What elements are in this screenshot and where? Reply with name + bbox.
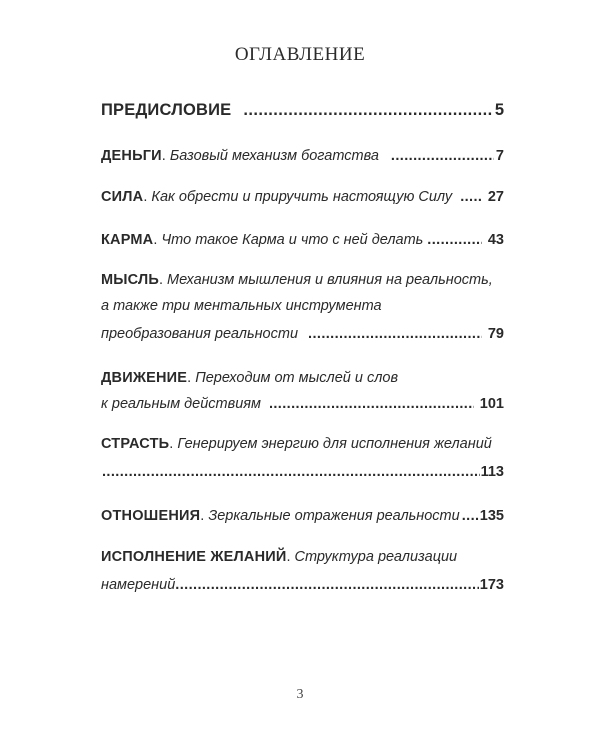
toc-line bbox=[101, 546, 504, 568]
page-number: 3 bbox=[296, 687, 304, 702]
toc-entry-passion bbox=[101, 433, 504, 483]
toc-heading: ДВИЖЕНИЕ bbox=[101, 370, 188, 386]
toc-page-number: 135 bbox=[479, 508, 504, 524]
toc-line bbox=[101, 461, 504, 483]
toc-separator: . bbox=[286, 549, 295, 565]
toc-separator: . bbox=[153, 232, 162, 248]
dot-leader bbox=[460, 186, 482, 208]
toc-line bbox=[101, 99, 504, 121]
toc-heading: МЫСЛЬ bbox=[101, 272, 159, 288]
toc-heading: ОТНОШЕНИЯ bbox=[101, 508, 201, 524]
toc-line bbox=[101, 433, 504, 455]
toc-subtitle: Структура реализации bbox=[294, 549, 458, 565]
toc-subtitle: Механизм мышления и влияния на реальность, bbox=[167, 272, 493, 288]
toc-title: ОГЛАВЛЕНИЕ bbox=[234, 44, 366, 65]
toc-separator: . bbox=[158, 272, 168, 288]
toc-subtitle: Генерируем энергию для исполнения желаний bbox=[177, 436, 492, 452]
toc-subtitle-cont: намерений bbox=[101, 577, 176, 593]
toc-entry-wishes bbox=[101, 546, 504, 596]
dot-leader bbox=[269, 393, 474, 415]
toc-page-number: 5 bbox=[494, 101, 504, 119]
dot-leader bbox=[102, 461, 480, 483]
toc-entry-power bbox=[101, 186, 504, 208]
toc-entry-movement bbox=[101, 367, 504, 415]
toc-subtitle-cont: а также три ментальных инструмента bbox=[101, 298, 382, 314]
toc-page-number: 101 bbox=[479, 396, 504, 412]
toc-line bbox=[101, 367, 504, 389]
toc-entry-relationships bbox=[101, 505, 504, 527]
toc-subtitle-cont: преобразования реальности bbox=[101, 326, 299, 342]
toc-heading: СТРАСТЬ bbox=[101, 436, 170, 452]
toc-subtitle: Как обрести и приручить настоящую Силу bbox=[151, 189, 453, 205]
toc-heading: ИСПОЛНЕНИЕ ЖЕЛАНИЙ bbox=[101, 549, 287, 565]
dot-leader bbox=[175, 574, 479, 596]
toc-line bbox=[101, 574, 504, 596]
toc-heading: ПРЕДИСЛОВИЕ bbox=[101, 101, 232, 119]
toc-line bbox=[101, 295, 504, 317]
dot-leader bbox=[462, 505, 479, 527]
toc-subtitle: Зеркальные отражения реальности bbox=[208, 508, 460, 524]
toc-page-number: 79 bbox=[487, 326, 504, 342]
toc-page-number: 43 bbox=[487, 232, 504, 248]
toc-line bbox=[101, 323, 504, 345]
toc-line bbox=[101, 269, 504, 291]
toc-page-number: 113 bbox=[480, 464, 504, 480]
dot-leader bbox=[308, 323, 482, 345]
toc-line bbox=[101, 505, 504, 527]
toc-entry-thought bbox=[101, 269, 504, 345]
toc-page-number: 27 bbox=[487, 189, 504, 205]
toc-separator: . bbox=[143, 189, 152, 205]
toc-entry-preface bbox=[101, 99, 504, 121]
dot-leader bbox=[391, 145, 494, 167]
toc-separator: . bbox=[161, 148, 170, 164]
toc-subtitle-cont: к реальным действиям bbox=[101, 396, 261, 412]
dot-leader bbox=[427, 229, 482, 251]
dot-leader bbox=[243, 99, 492, 121]
toc-heading: КАРМА bbox=[101, 232, 154, 248]
toc-heading: ДЕНЬГИ bbox=[101, 148, 162, 164]
toc-separator: . bbox=[200, 508, 209, 524]
toc-line bbox=[101, 393, 504, 415]
toc-separator: . bbox=[187, 370, 196, 386]
toc-line bbox=[101, 186, 504, 208]
toc-page-number: 7 bbox=[495, 148, 504, 164]
toc-line bbox=[101, 145, 504, 167]
toc-entry-money bbox=[101, 145, 504, 167]
toc-entry-karma bbox=[101, 229, 504, 251]
toc-subtitle: Переходим от мыслей и слов bbox=[195, 370, 399, 386]
toc-line bbox=[101, 229, 504, 251]
toc-subtitle: Что такое Карма и что с ней делать bbox=[161, 232, 424, 248]
toc-separator: . bbox=[169, 436, 178, 452]
toc-subtitle: Базовый механизм богатства bbox=[169, 148, 379, 164]
toc-heading: СИЛА bbox=[101, 189, 144, 205]
toc-page-number: 173 bbox=[479, 577, 504, 593]
